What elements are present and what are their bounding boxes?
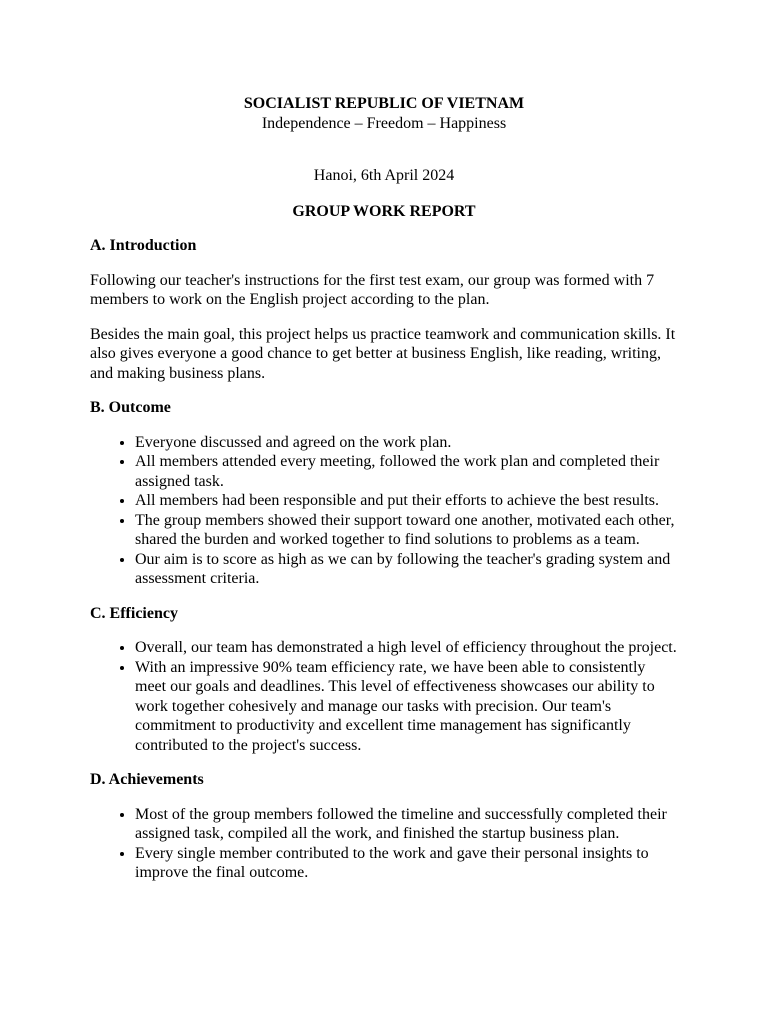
introduction-paragraph: Besides the main goal, this project helps us practice teamwork and communication skills. It also gives everyone a good chance to get better at business English, like reading, writing, and making business plans. — [90, 325, 676, 382]
efficiency-list — [90, 638, 678, 755]
report-date: Hanoi, 6th April 2024 — [313, 167, 455, 184]
list-item: • Every single member contributed to the work and gave their personal insights to improve the final outcome. — [135, 844, 678, 883]
list-item: • All members had been responsible and put their efforts to achieve the best results. — [135, 491, 678, 511]
list-item: • With an impressive 90% team efficiency rate, we have been able to consistently meet our goals and deadlines. This level of effectiveness showcases our ability to work together cohesively and manage our tasks with precision. Our team's commitment to productivity and excellent time management has significantly contributed to the project's success. — [135, 658, 678, 756]
achievements-list — [90, 805, 678, 883]
national-motto: Independence – Freedom – Happiness — [261, 114, 507, 132]
section-heading-achievements: D. Achievements — [90, 771, 204, 788]
list-item: • Overall, our team has demonstrated a high level of efficiency throughout the project. — [135, 638, 678, 658]
introduction-paragraph: Following our teacher's instructions for the first test exam, our group was formed with 7 members to work on the English project according to the plan. — [90, 271, 655, 308]
outcome-list — [90, 433, 678, 589]
list-item: • Our aim is to score as high as we can by following the teacher's grading system and assessment criteria. — [135, 550, 678, 589]
list-item: • Everyone discussed and agreed on the work plan. — [135, 433, 678, 453]
section-heading-introduction: A. Introduction — [90, 237, 197, 254]
list-item: • All members attended every meeting, followed the work plan and completed their assigned task. — [135, 452, 678, 491]
section-heading-efficiency: C. Efficiency — [90, 604, 178, 622]
section-heading-outcome: B. Outcome — [90, 399, 171, 416]
country-name: SOCIALIST REPUBLIC OF VIETNAM — [243, 95, 525, 112]
report-title: GROUP WORK REPORT — [292, 202, 476, 220]
list-item: • Most of the group members followed the timeline and successfully completed their assigned task, compiled all the work, and finished the startup business plan. — [135, 805, 678, 844]
list-item: • The group members showed their support toward one another, motivated each other, shared the burden and worked together to find solutions to problems as a team. — [135, 511, 678, 550]
